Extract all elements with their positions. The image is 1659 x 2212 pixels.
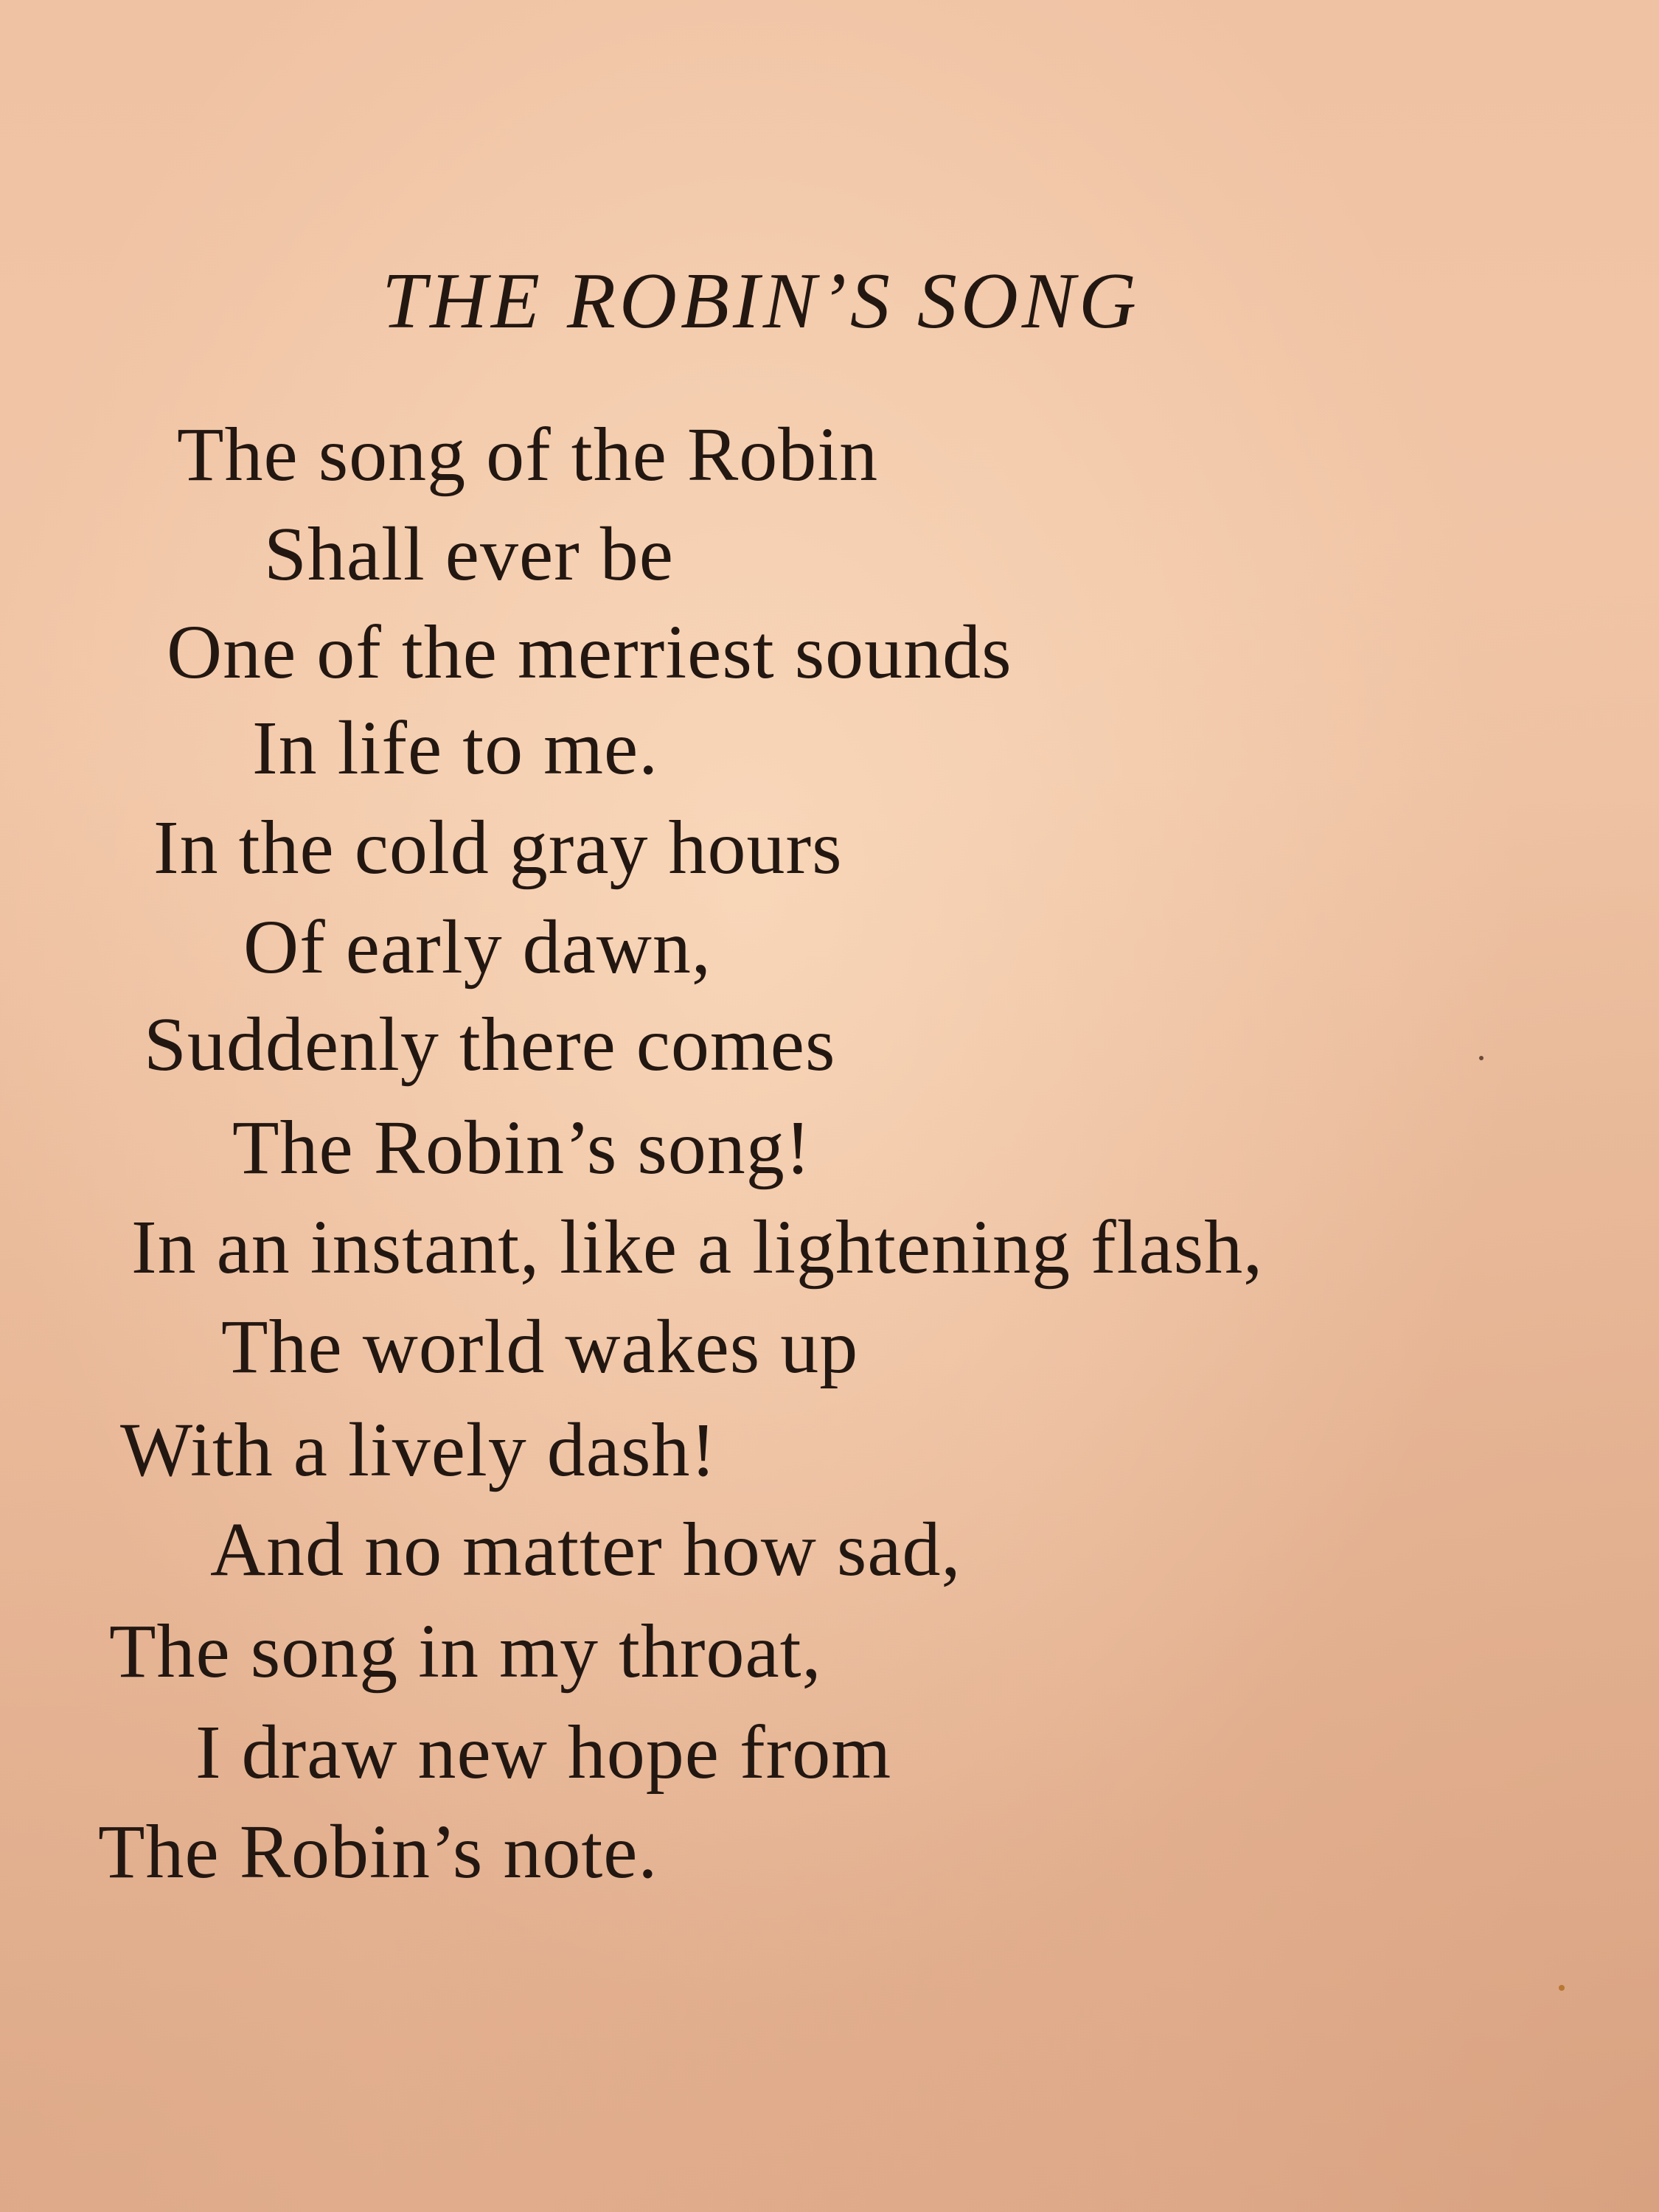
paper-speck (1559, 1985, 1565, 1991)
paper-speck (1479, 1056, 1484, 1060)
poem-line: One of the merriest sounds (167, 610, 1012, 695)
poem-line: The song in my throat, (109, 1609, 822, 1694)
poem-line: In the cold gray hours (153, 805, 843, 890)
poem-line: I draw new hope from (195, 1710, 892, 1795)
poem-line: In an instant, like a lightening flash, (131, 1205, 1264, 1290)
poem-line: In life to me. (252, 706, 659, 790)
poem-line: Suddenly there comes (144, 1002, 836, 1087)
poem-line: The world wakes up (221, 1304, 859, 1389)
poem-line: The song of the Robin (177, 412, 879, 497)
poem-title: THE ROBIN’S SONG (382, 257, 1140, 345)
poem-line: The Robin’s note. (98, 1809, 658, 1894)
poem-line: Of early dawn, (243, 905, 712, 990)
poem-line: Shall ever be (264, 512, 674, 597)
poem-line: With a lively dash! (120, 1408, 717, 1492)
poem-line: The Robin’s song! (232, 1105, 812, 1190)
poem-line: And no matter how sad, (210, 1507, 961, 1592)
